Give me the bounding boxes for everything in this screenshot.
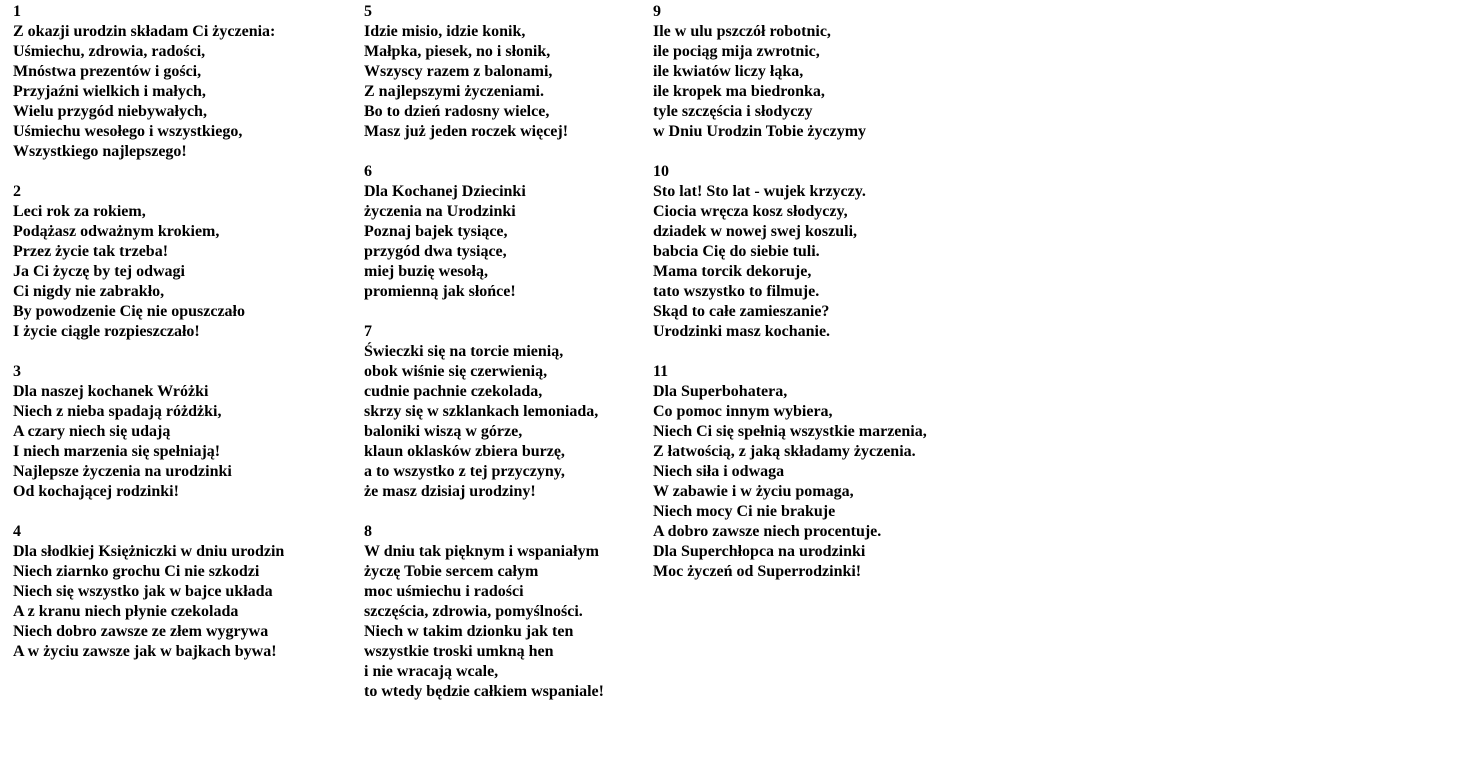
poem-line: Najlepsze życzenia na urodzinki [13,463,232,480]
poem-line: ile pociąg mija zwrotnic, [653,43,820,60]
poem-block [653,2,927,142]
poem-line: tato wszystko to filmuje. [653,283,820,300]
poem-number: 7 [364,323,372,340]
poem-line: Dla naszej kochanek Wróżki [13,383,209,400]
poem-line: obok wiśnie się czerwienią, [364,363,548,380]
poem-line: to wtedy będzie całkiem wspaniale! [364,683,604,700]
poem-number: 10 [653,163,669,180]
poem-line: Uśmiechu, zdrowia, radości, [13,43,206,60]
poem-line: ile kwiatów liczy łąka, [653,63,804,80]
poem-number: 11 [653,363,669,380]
poem-line: cudnie pachnie czekolada, [364,383,543,400]
poem-line: Z najlepszymi życzeniami. [364,83,544,100]
poem-line: Od kochającej rodzinki! [13,483,179,500]
poem-line: A z kranu niech płynie czekolada [13,603,239,620]
poem-number: 3 [13,363,21,380]
poem-block [13,522,284,662]
poem-line: Dla Superchłopca na urodzinki [653,543,866,560]
poem-line: Niech dobro zawsze ze złem wygrywa [13,623,269,640]
poem-line: a to wszystko z tej przyczyny, [364,463,565,480]
poem-line: Dla Kochanej Dziecinki [364,183,526,200]
poem-line: życzenia na Urodzinki [364,203,516,220]
poem-block [653,162,927,342]
poem-block [653,362,927,582]
poem-block [13,2,284,162]
poem-line: wszystkie troski umkną hen [364,643,554,660]
poem-line: Ci nigdy nie zabrakło, [13,283,165,300]
poem-line: Sto lat! Sto lat - wujek krzyczy. [653,183,866,200]
poem-line: Masz już jeden roczek więcej! [364,123,569,140]
poem-line: przygód dwa tysiące, [364,243,507,260]
poem-number: 1 [13,3,21,20]
poem-number: 2 [13,183,21,200]
poem-line: baloniki wiszą w górze, [364,423,523,440]
poem-line: w Dniu Urodzin Tobie życzymy [653,123,867,140]
poem-line: Przez życie tak trzeba! [13,243,169,260]
poem-line: promienną jak słońce! [364,283,516,300]
poem-block [364,162,604,302]
poem-line: I życie ciągle rozpieszczało! [13,323,200,340]
poem-line: Niech z nieba spadają różdżki, [13,403,222,420]
poem-line: i nie wracają wcale, [364,663,499,680]
poem-block [13,362,284,502]
poem-line: Niech mocy Ci nie brakuje [653,503,836,520]
poem-line: dziadek w nowej swej koszuli, [653,223,858,240]
poem-line: szczęścia, zdrowia, pomyślności. [364,603,583,620]
poem-line: A dobro zawsze niech procentuje. [653,523,882,540]
poem-line: Niech Ci się spełnią wszystkie marzenia, [653,423,927,440]
poem-line: Poznaj bajek tysiące, [364,223,508,240]
poem-line: Ciocia wręcza kosz słodyczy, [653,203,848,220]
poem-number: 5 [364,3,372,20]
poem-line: Mnóstwa prezentów i gości, [13,63,202,80]
poem-line: Z łatwością, z jaką składamy życzenia. [653,443,916,460]
poem-line: Podążasz odważnym krokiem, [13,223,220,240]
poem-block [364,2,604,142]
poem-number: 6 [364,163,372,180]
poem-line: moc uśmiechu i radości [364,583,524,600]
poem-line: życzę Tobie sercem całym [364,563,539,580]
poem-line: Urodzinki masz kochanie. [653,323,831,340]
poem-line: Niech się wszystko jak w bajce układa [13,583,273,600]
poem-line: klaun oklasków zbiera burzę, [364,443,565,460]
poem-line: Mama torcik dekoruje, [653,263,812,280]
poem-block [364,322,604,502]
poem-block [364,522,604,702]
poem-line: Co pomoc innym wybiera, [653,403,833,420]
poem-number: 8 [364,523,372,540]
poem-line: I niech marzenia się spełniają! [13,443,221,460]
poem-line: Wielu przygód niebywałych, [13,103,207,120]
poem-line: Leci rok za rokiem, [13,203,146,220]
poem-line: By powodzenie Cię nie opuszczało [13,303,245,320]
poem-line: Świeczki się na torcie mienią, [364,343,564,360]
poem-number: 4 [13,523,21,540]
poem-line: Niech w takim dzionku jak ten [364,623,574,640]
poem-line: Moc życzeń od Superrodzinki! [653,563,862,580]
poem-line: Ja Ci życzę by tej odwagi [13,263,185,280]
poem-line: A czary niech się udają [13,423,171,440]
poem-line: Niech siła i odwaga [653,463,785,480]
poem-line: W zabawie i w życiu pomaga, [653,483,854,500]
poem-line: A w życiu zawsze jak w bajkach bywa! [13,643,277,660]
poem-line: ile kropek ma biedronka, [653,83,825,100]
poem-line: W dniu tak pięknym i wspaniałym [364,543,599,560]
poem-line: Idzie misio, idzie konik, [364,23,526,40]
poem-line: Uśmiechu wesołego i wszystkiego, [13,123,243,140]
poem-line: Małpka, piesek, no i słonik, [364,43,551,60]
poem-line: że masz dzisiaj urodziny! [364,483,536,500]
poem-block [13,182,284,342]
poem-line: Dla Superbohatera, [653,383,788,400]
poem-column-2 [364,2,604,722]
poem-line: tyle szczęścia i słodyczy [653,103,813,120]
poem-line: babcia Cię do siebie tuli. [653,243,820,260]
poem-line: Bo to dzień radosny wielce, [364,103,550,120]
poem-line: skrzy się w szklankach lemoniada, [364,403,599,420]
poem-line: Wszystkiego najlepszego! [13,143,187,160]
poem-line: Wszyscy razem z balonami, [364,63,553,80]
poem-line: Przyjaźni wielkich i małych, [13,83,206,100]
poem-line: Niech ziarnko grochu Ci nie szkodzi [13,563,260,580]
poem-line: Dla słodkiej Księżniczki w dniu urodzin [13,543,285,560]
poem-column-3 [653,2,927,602]
poem-line: miej buzię wesołą, [364,263,488,280]
poem-line: Z okazji urodzin składam Ci życzenia: [13,23,276,40]
poem-line: Skąd to całe zamieszanie? [653,303,830,320]
poem-line: Ile w ulu pszczół robotnic, [653,23,831,40]
poem-number: 9 [653,3,661,20]
poem-column-1 [13,2,284,682]
